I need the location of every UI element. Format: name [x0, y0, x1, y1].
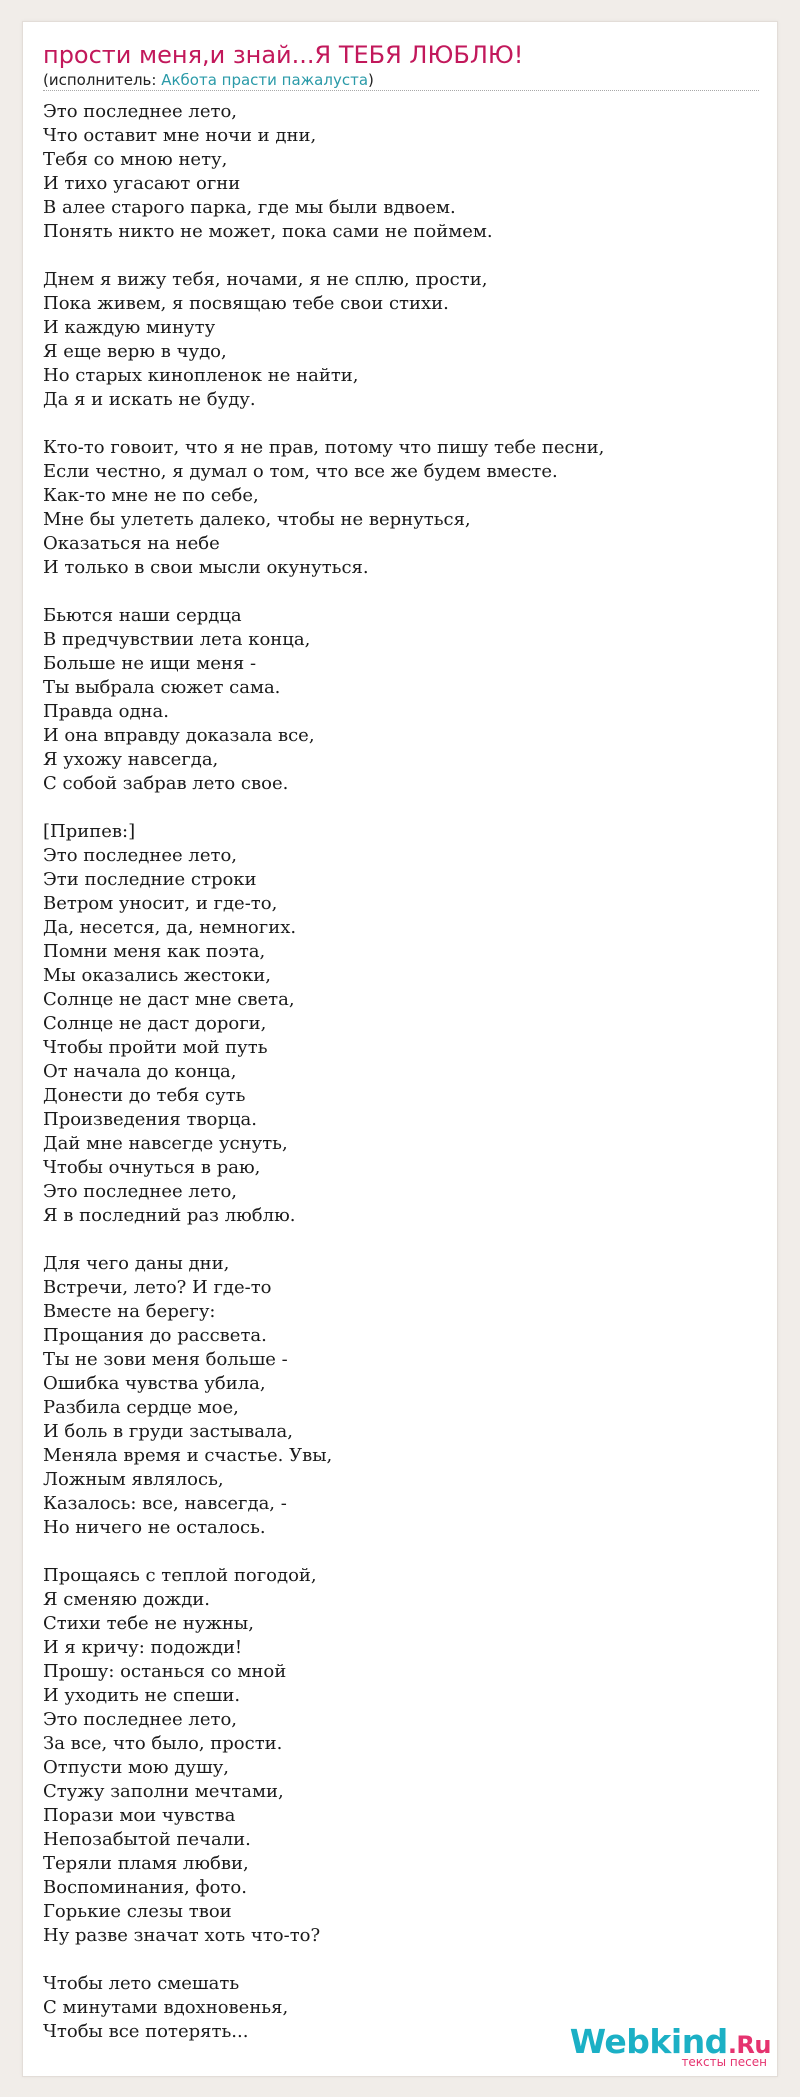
- logo-word: Webkind: [569, 2022, 728, 2061]
- artist-line: [43, 70, 374, 90]
- lyrics-text: Это последнее лето, Что оставит мне ночи и дни, Тебя со мною нету, И тихо угасают огни В алее старого парка, где мы были вдвоем. Понять никто не может, пока сами не поймем. Днем я вижу тебя, ночами, я не сплю, прости, Пока живем, я посвящаю тебе свои стихи. И каждую минуту Я еще верю в чудо, Но старых кинопленок не найти, Да я и искать не буду. Кто-то говоит, что я не прав, потому что пишу тебе песни, Если честно, я думал о том, что все же будем вместе. Как-то мне не по себе, Мне бы улететь далеко, чтобы не вернуться, Оказаться на небе И только в свои мысли окунуться. Бьются наши сердца В предчувствии лета конца, Больше не ищи меня - Ты выбрала сюжет сама. Правда одна. И она вправду доказала все, Я ухожу навсегда, С собой забрав лето свое. [Припев:] Это последнее лето, Эти последние строки Ветром уносит, и где-то, Да, несется, да, немногих. Помни меня как поэта, Мы оказались жестоки, Солнце не даст мне света, Солнце не даст дороги, Чтобы пройти мой путь От начала до конца, Донести до тебя суть Произведения творца. Дай мне навсегде уснуть, Чтобы очнуться в раю, Это последнее лето, Я в последний раз люблю. Для чего даны дни, Встречи, лето? И где-то Вместе на берегу: Прощания до рассвета. Ты не зови меня больше - Ошибка чувства убила, Разбила сердце мое, И боль в груди застывала, Меняла время и счастье. Увы, Ложным являлось, Казалось: все, навсегда, - Но ничего не осталось. Прощаясь с теплой погодой, Я сменяю дожди. Стихи тебе не нужны, И я кричу: подожди! Прошу: останься со мной И уходить не спеши. Это последнее лето, За все, что было, прости. Отпусти мою душу, Стужу заполни мечтами, Порази мои чувства Непозабытой печали. Теряли пламя любви, Воспоминания, фото. Горькие слезы твои Ну разве значат хоть что-то? Чтобы лето смешать С минутами вдохновенья, Чтобы все потерять...: [43, 101, 605, 2042]
- logo-tld: .Ru: [727, 2031, 771, 2059]
- artist-suffix: ): [368, 71, 374, 89]
- logo-wordmark: [569, 2022, 771, 2061]
- title-divider: [43, 90, 759, 91]
- logo-tagline: тексты песен: [681, 2055, 767, 2069]
- song-title: прости меня,и знай...Я ТЕБЯ ЛЮБЛЮ!: [43, 41, 524, 69]
- site-logo[interactable]: [569, 2022, 771, 2069]
- lyrics-card: [22, 21, 778, 2077]
- artist-prefix: (исполнитель:: [43, 71, 162, 89]
- artist-link[interactable]: Акбота прасти пажалуста: [161, 71, 369, 89]
